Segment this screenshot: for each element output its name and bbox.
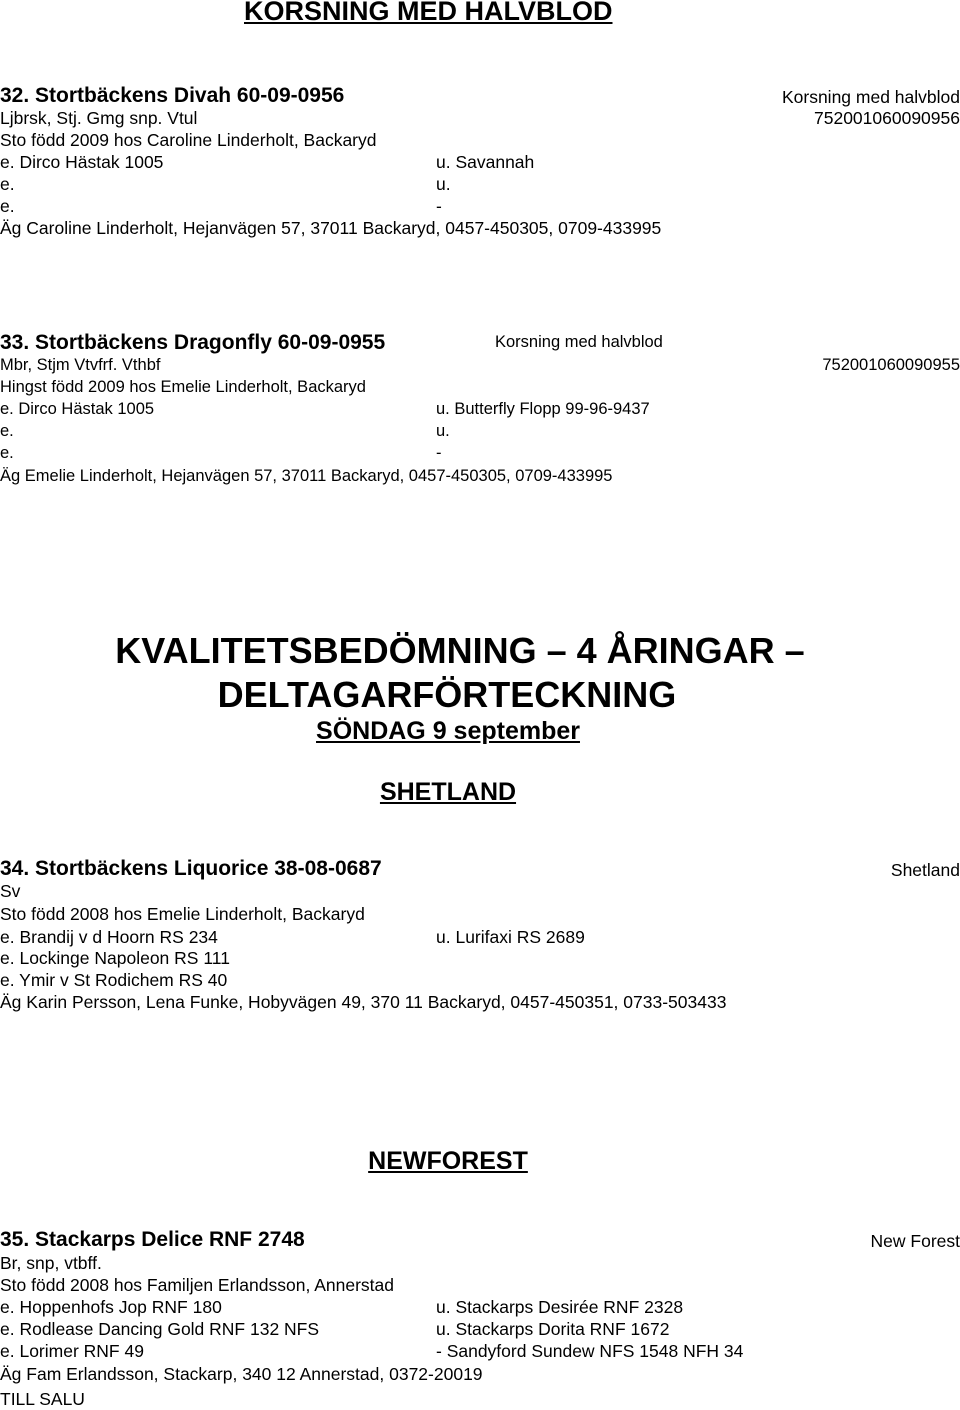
dam: u. Savannah <box>436 152 535 172</box>
sire: e. Brandij v d Hoorn RS 234 <box>0 927 218 947</box>
dam: u. Lurifaxi RS 2689 <box>436 927 585 947</box>
sire: e. Hoppenhofs Jop RNF 180 <box>0 1297 222 1317</box>
pedigree-row3-right: - <box>436 444 442 462</box>
pedigree-dam-dam: u. <box>436 174 451 194</box>
birth-info: Sto född 2008 hos Familjen Erlandsson, Annerstad <box>0 1275 394 1295</box>
quality-title-line2: DELTAGARFÖRTECKNING <box>217 674 677 715</box>
breed-category: Shetland <box>890 860 960 880</box>
pedigree-row3-right: - <box>436 196 442 216</box>
pedigree-row2-left: e. <box>0 422 14 440</box>
section-heading-shetland: SHETLAND <box>379 778 517 806</box>
pedigree-row3-left: e. <box>0 196 15 216</box>
quality-title-line1: KVALITETSBEDÖMNING – 4 ÅRINGAR – <box>115 630 805 671</box>
owner-info: Äg Caroline Linderholt, Hejanvägen 57, 37011 Backaryd, 0457-450305, 0709-433995 <box>0 218 662 238</box>
pedigree-row3-left: e. <box>0 444 14 462</box>
section-heading-korsning: KORSNING MED HALVBLOD <box>244 0 613 26</box>
birth-info: Hingst född 2009 hos Emelie Linderholt, Backaryd <box>0 378 366 396</box>
horse-name: 33. Stortbäckens Dragonfly 60-09-0955 <box>0 331 386 354</box>
owner-info: Äg Emelie Linderholt, Hejanvägen 57, 37011 Backaryd, 0457-450305, 0709-433995 <box>0 467 613 485</box>
owner-info: Äg Fam Erlandsson, Stackarp, 340 12 Annerstad, 0372-20019 <box>0 1364 483 1384</box>
birth-info: Sto född 2009 hos Caroline Linderholt, Backaryd <box>0 130 377 150</box>
registration-id: 752001060090956 <box>814 108 960 128</box>
pedigree-row2-left: e. Lockinge Napoleon RS 111 <box>0 948 230 968</box>
pedigree-sire-sire: e. <box>0 174 15 194</box>
registration-id: 752001060090955 <box>822 356 960 374</box>
sire: e. Dirco Hästak 1005 <box>0 152 164 172</box>
dam: u. Butterfly Flopp 99-96-9437 <box>436 400 650 418</box>
breed-category: Korsning med halvblod <box>781 87 960 107</box>
pedigree-row3-left: e. Ymir v St Rodichem RS 40 <box>0 970 228 990</box>
color-markings: Mbr, Stjm Vtvfrf. Vthbf <box>0 356 161 374</box>
pedigree-row2-right: u. Stackarps Dorita RNF 1672 <box>436 1319 670 1339</box>
section-heading-newforest: NEWFOREST <box>368 1147 528 1175</box>
horse-name: 34. Stortbäckens Liquorice 38-08-0687 <box>0 857 382 880</box>
sale-note: TILL SALU <box>0 1389 85 1409</box>
sire: e. Dirco Hästak 1005 <box>0 400 155 418</box>
event-date: SÖNDAG 9 september <box>316 717 580 745</box>
dam: u. Stackarps Desirée RNF 2328 <box>436 1297 684 1317</box>
color-markings: Sv <box>0 881 21 901</box>
horse-name: 35. Stackarps Delice RNF 2748 <box>0 1228 305 1251</box>
color-markings: Ljbrsk, Stj. Gmg snp. Vtul <box>0 108 198 128</box>
color-markings: Br, snp, vtbff. <box>0 1253 102 1273</box>
birth-info: Sto född 2008 hos Emelie Linderholt, Backaryd <box>0 904 365 924</box>
pedigree-row2-right: u. <box>436 422 450 440</box>
pedigree-row3-right: - Sandyford Sundew NFS 1548 NFH 34 <box>436 1341 744 1361</box>
pedigree-row2-left: e. Rodlease Dancing Gold RNF 132 NFS <box>0 1319 320 1339</box>
pedigree-row3-left: e. Lorimer RNF 49 <box>0 1341 144 1361</box>
breed-category: New Forest <box>870 1231 960 1251</box>
horse-name: 32. Stortbäckens Divah 60-09-0956 <box>0 84 345 107</box>
owner-info: Äg Karin Persson, Lena Funke, Hobyvägen 49, 370 11 Backaryd, 0457-450351, 0733-503433 <box>0 992 727 1012</box>
breed-category: Korsning med halvblod <box>495 333 663 351</box>
